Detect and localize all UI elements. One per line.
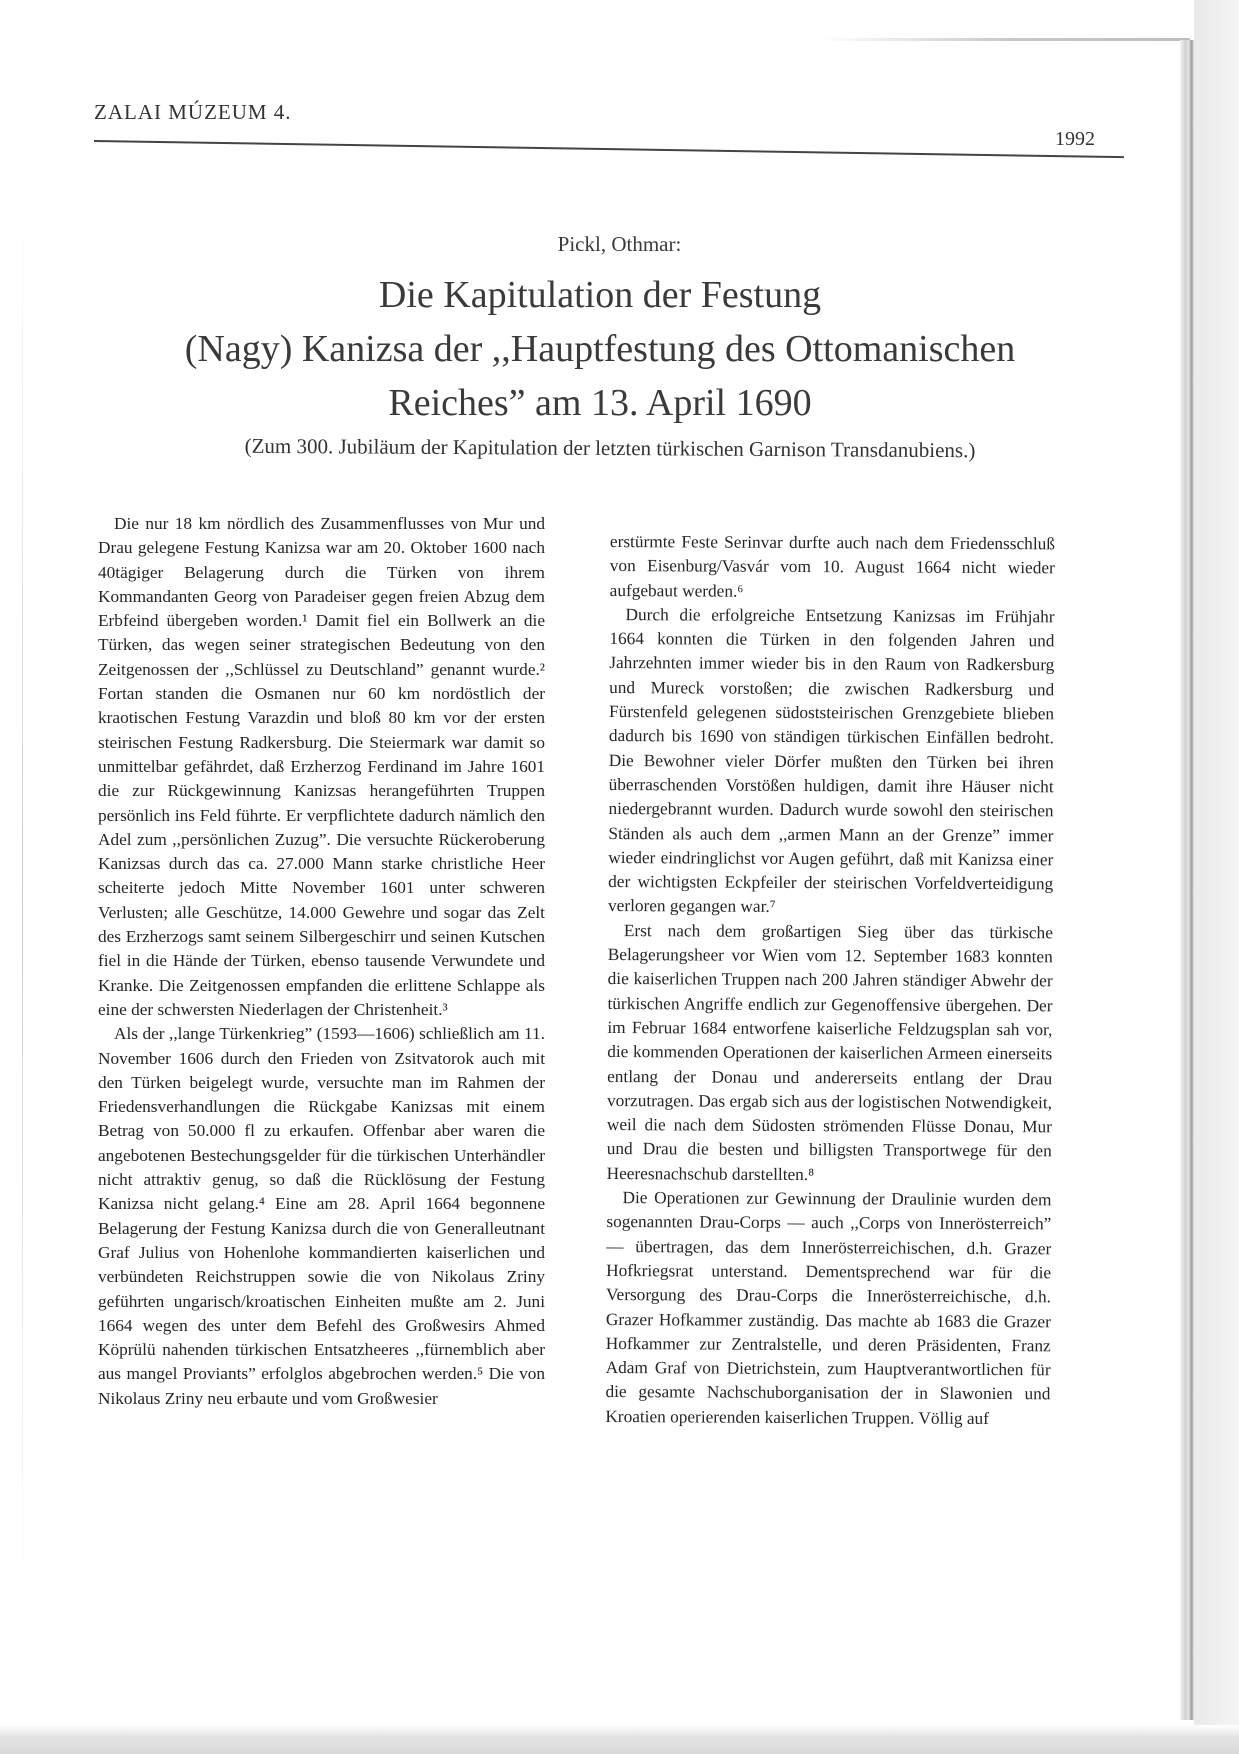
paragraph-continued: erstürmte Feste Serinvar durfte auch nach dem Friedensschluß von Eisenburg/Vasvár vom 10. August 1664 nicht wieder aufgebaut werden.⁶ (609, 532, 1055, 601)
scan-page-edge-bottom (0, 1725, 1239, 1754)
title-line: Die Kapitulation der Festung (378, 274, 822, 316)
article-subtitle: (Zum 300. Jubiläum der Kapitulation der letzten türkischen Garnison Transdanubiens.) (244, 433, 976, 463)
title-line: (Nagy) Kanizsa der ,,Hauptfestung des Ottomanischen (184, 328, 1016, 370)
scan-page-edge-right (1180, 40, 1194, 1720)
publication-year: 1992 (1055, 128, 1095, 150)
scan-background (1194, 0, 1239, 1754)
title-line: Reiches” am 13. April 1690 (388, 382, 812, 424)
scan-page-edge-top (820, 38, 1190, 41)
body-column-left (98, 512, 545, 1411)
paragraph: Durch die erfolgreiche Entsetzung Kanizsas im Frühjahr 1664 konnten die Türken in den folgenden Jahren und Jahrzehnten immer wieder bis in den Raum von Radkersburg und Mureck vorstoßen; die zwischen Radkersburg und Fürstenfeld gelegenen südoststeirischen Grenzgebiete blieben dadurch bis 1690 von ständigen türkischen Einfällen bedroht. Die Bewohner vieler Dörfer mußten den Türken bei ihren überraschenden Vorstößen huldigen, damit ihre Häuser nicht niedergebrannt wurden. Dadurch wurde sowohl den steirischen Ständen als auch dem ,,armen Mann an der Grenze” immer wieder eindringlichst vor Augen geführt, daß mit Kanizsa einer der wichtigsten Eckpfeiler der steirischen Vorfeldverteidigung verloren gegangen war.⁷ (607, 604, 1055, 917)
article-author: Pickl, Othmar: (557, 232, 682, 256)
header-rule (94, 140, 1124, 158)
paragraph: Die Operationen zur Gewinnung der Draulinie wurden dem sogenannten Drau-Corps — auch ,,Corps von Innerösterreich” — übertragen, das dem Innerösterreichischen, d.h. Grazer Hofkriegsrat unterstand. Dementsprechend war für die Versorgung des Drau-Corps die Innerösterreichische, d.h. Grazer Hofkammer zuständig. Das machte ab 1683 die Grazer Hofkammer zur Zentralstelle, und deren Präsidenten, Franz Adam Graf von Dietrichstein, zum Hauptverantwortlichen für die gesamte Nachschuborganisation der in Slawonien und Kroatien operierenden kaiserlichen Truppen. Völlig auf (605, 1188, 1052, 1428)
journal-running-head: ZALAI MÚZEUM 4. (94, 100, 292, 124)
article-title (100, 268, 1100, 430)
paragraph: Die nur 18 km nördlich des Zusammenflusses von Mur und Drau gelegene Festung Kanizsa war am 20. Oktober 1600 nach 40tägiger Belagerung durch die Türken von ihrem Kommandanten Georg von Paradeiser gegen freien Abzug dem Erbfeind übergeben worden.¹ Damit fiel ein Bollwerk an die Türken, das wegen seiner strategischen Bedeutung von den Zeitgenossen der ,,Schlüssel zu Deutschland” genannt wurde.² Fortan standen die Osmanen nur 60 km nordöstlich der kraotischen Festung Varazdin und bloß 80 km vor der ersten steirischen Festung Radkersburg. Die Steiermark war damit so unmittelbar gefährdet, daß Erzherzog Ferdinand im Jahre 1601 die zur Rückgewinnung Kanizsas herangeführten Truppen persönlich ins Feld führte. Er verpflichtete dadurch nämlich den Adel zum ,,persönlichen Zuzug”. Die versuchte Rückeroberung Kanizsas durch das ca. 27.000 Mann starke christliche Heer scheiterte jedoch Mitte November 1601 unter schweren Verlusten; alle Geschütze, 14.000 Gewehre und sogar das Zelt des Erzherzogs samt seinem Silbergeschirr und seinen Kutschen fiel in die Hände der Türken, ebenso tausende Verwundete und Kranke. Die Zeitgenossen empfanden die erlittene Schlappe als eine der schwersten Niederlagen der Christenheit.³ (98, 514, 545, 1019)
paragraph: Als der ,,lange Türkenkrieg” (1593—1606) schließlich am 11. November 1606 durch den Frieden von Zsitvatorok auch mit den Türken beigelegt wurde, versuchte man im Rahmen der Friedensverhandlungen die Rückgabe Kanizsas mit einem Betrag von 50.000 fl zu erkaufen. Offenbar aber waren die angebotenen Bestechungsgelder für die türkischen Unterhändler nicht attraktiv genug, so daß die Rücklösung der Festung Kanizsa nicht gelang.⁴ Eine am 28. April 1664 begonnene Belagerung der Festung Kanizsa durch die von Generalleutnant Graf Julius von Hohenlohe kommandierten kaiserlichen und verbündeten Reichstruppen sowie die von Nikolaus Zriny geführten ungarisch/kroatischen Einheiten mußte am 2. Juni 1664 wegen des unter dem Befehl des Großwesirs Ahmed Köprülü nahenden türkischen Entsatzheeres ,,fürnemblich aber aus mangel Proviants” erfolglos abgebrochen werden.⁵ Die von Nikolaus Zriny neu erbaute und vom Großwesier (98, 1024, 545, 1408)
paragraph: Erst nach dem großartigen Sieg über das türkische Belagerungsheer vor Wien vom 12. September 1683 konnten die kaiserlichen Truppen nach 200 Jahren ständiger Abwehr der türkischen Angriffe endlich zur Gegenoffensive übergehen. Der im Februar 1684 entworfene kaiserliche Feldzugsplan sah vor, die kommenden Operationen der kaiserlichen Armeen einerseits entlang der Donau und andererseits entlang der Drau vorzutragen. Das ergab sich aus der logistischen Notwendigkeit, weil die nach dem Südosten strömenden Flüsse Donau, Mur und Drau die besten und billigsten Transportwege für den Heeresnachschub darstellten.⁸ (606, 920, 1053, 1184)
scan-margin-mark (22, 200, 23, 1600)
body-column-right (605, 530, 1055, 1431)
